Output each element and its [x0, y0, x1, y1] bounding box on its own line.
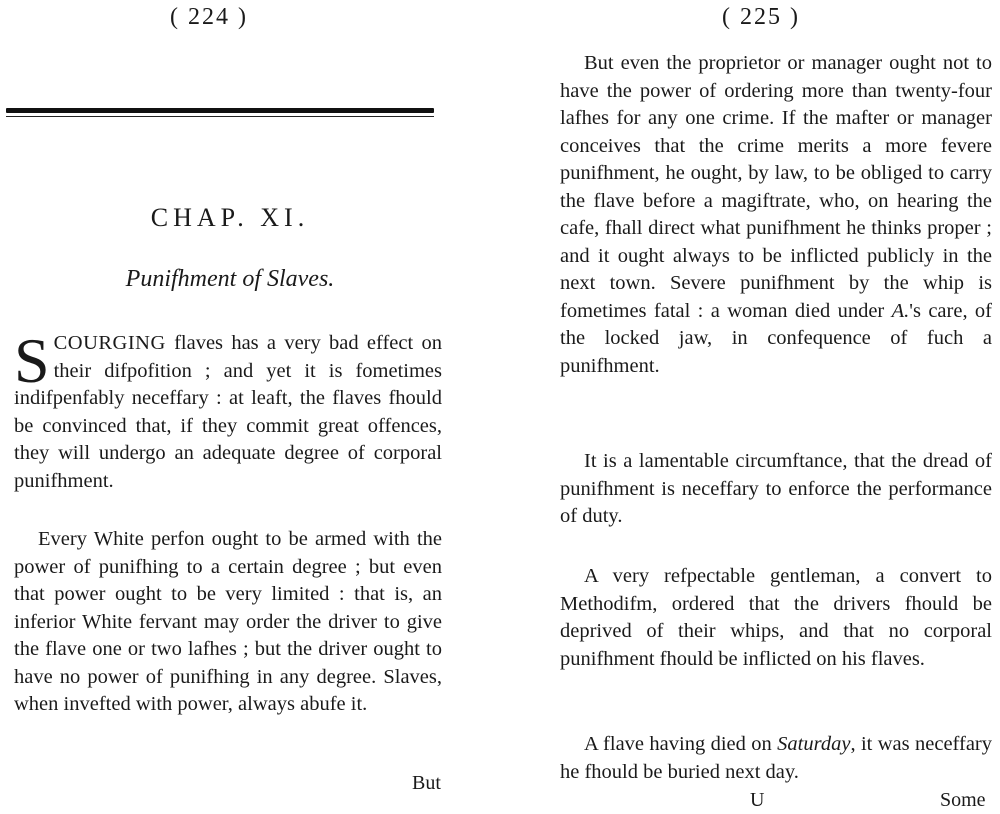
italic-text: Saturday — [777, 733, 851, 755]
right-page — [540, 0, 1000, 814]
catchword: But — [412, 772, 441, 794]
paragraph — [14, 325, 442, 495]
chapter-title: Punifhment of Slaves. — [125, 266, 335, 292]
paragraph — [560, 448, 992, 531]
paragraph-text: 's care, of the locked jaw, in confequence of fuch a punifhment. — [560, 299, 993, 377]
paragraph — [560, 563, 992, 673]
left-page — [0, 0, 470, 814]
page-number: ( 224 ) — [170, 4, 248, 30]
chapter-heading: CHAP. XI. — [150, 203, 310, 232]
drop-cap: S — [14, 325, 50, 396]
paragraph — [560, 731, 992, 786]
paragraph — [14, 526, 442, 719]
paragraph-text: Every White perfon ought to be armed with the power of punifhing to a certain degree ; but even that power ought to be very limited : that is, an inferior White fervant may order the driver to give the flave one or two lafhes ; but the driver ought to have no power of punifhing in any degree. Slaves, when invefted with power, always abufe it. — [14, 528, 442, 715]
page-number: ( 225 ) — [722, 4, 800, 30]
paragraph-text: A very refpectable gentleman, a convert to Methodifm, ordered that the drivers fhould be deprived of their whips, and that no corporal punifhment fhould be inflicted on his flaves. — [560, 565, 992, 670]
paragraph-text: , it was neceffary he fhould be buried next day. — [560, 733, 992, 783]
paragraph — [560, 50, 992, 380]
lead-word: COURGING — [53, 332, 166, 354]
paragraph-text: But even the proprietor or manager ought not to have the power of ordering more than twenty-four lafhes for any one crime. If the mafter or manager conceives that the crime merits a more fevere punifhment, he ought, by law, to be obliged to carry the flave before a magiftrate, who, on hearing the cafe, fhall direct what punifhment he thinks proper ; and it ought always to be inflicted publicly in the next town. Severe punifhment by the whip is fometimes fatal : a woman died under — [560, 52, 992, 322]
paragraph-text: flaves has a very bad effect on their difpofition ; and yet it is fometimes indifpenfably neceffary : at leaft, the flaves fhould be convinced that, if they commit great offences, they will undergo an adequate degree of corporal punifhment. — [14, 332, 442, 492]
ornamental-rule — [6, 106, 434, 120]
catchword: Some — [940, 789, 986, 811]
paragraph-text: It is a lamentable circumftance, that the dread of punifhment is neceffary to enforce the performance of duty. — [560, 450, 992, 527]
signature-mark: U — [750, 789, 765, 811]
paragraph-text: A flave having died on — [584, 733, 772, 755]
italic-text: A. — [891, 299, 910, 322]
